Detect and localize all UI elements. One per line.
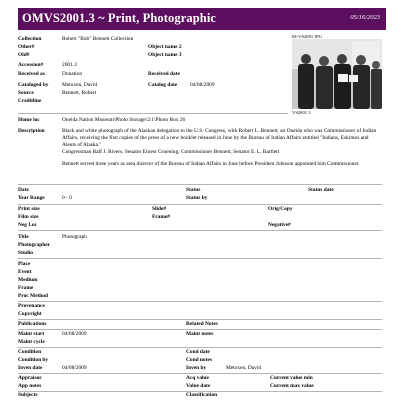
current-value-min-label: Current value min [270,375,313,381]
divider [18,301,382,302]
record-photograph[interactable] [292,39,382,109]
acq-value-label: Acq value [186,375,209,381]
inven-by-value: Metoxen, David [226,365,262,371]
app-notes-label: App notes [18,383,42,389]
proc-method-label: Proc Method [18,293,48,299]
copyright-label: Copyright [18,311,42,317]
catalog-date-label: Catalog date [148,82,178,88]
received-date-label: Received date [148,71,180,77]
orig-copy-label: Orig/Copy [268,206,293,212]
collection-value: Robert "Bob" Bennett Collection [62,36,134,42]
year-range-label: Year Range [18,195,45,201]
photographer-label: Photographer [18,242,51,248]
photograph-image [292,39,382,109]
maint-cycle-label: Maint cycle [18,339,45,345]
collection-label: Collection [18,36,42,42]
other-number-label: Other# [18,44,35,50]
medium-label: Medium [18,277,38,283]
frame-number-label: Frame# [152,214,170,220]
divider [18,204,382,205]
event-label: Event [18,269,32,275]
description-value [62,128,382,168]
subjects-label: Subjects [18,392,38,398]
date-label: Date [18,187,29,193]
accession-label: Accession# [18,62,44,68]
year-range-value: 0 - 0 [62,195,72,201]
title-value: Photograph [62,234,87,240]
source-value: Bennett, Robert [62,90,97,96]
home-loc-label: Home loc [18,117,40,123]
appraisor-label: Appraisor [18,375,42,381]
print-size-label: Print size [18,206,40,212]
cataloged-by-label: Cataloged by [18,82,49,88]
inven-date-value: 04/08/2009 [62,365,87,371]
inven-date-label: Inven date [18,365,43,371]
old-number-label: Old# [18,52,30,58]
description-paragraph: Bennett served three years as area director of the Bureau of Indian Affairs in June before President Johnson appointed him Commissioner. [62,161,360,167]
divider [18,113,288,114]
divider [18,347,382,348]
neg-loc-label: Neg Loc [18,222,38,228]
value-date-label: Value date [186,383,211,389]
photo-filename: 04-VS2001.JPG [292,34,322,39]
received-as-label: Received as [18,71,45,77]
cond-date-label: Cond date [186,349,210,355]
related-notes-label: Related Notes [186,321,218,327]
description-names: Congressman Ralf J. Rivers, Senator Ernest Gruening, Commissioner Bennett, Senator E. L. Bartlett [62,149,280,155]
object-name-3-label: Object name 3 [148,52,182,58]
condition-by-label: Condition by [18,357,49,363]
current-value-max-label: Current max value [270,383,314,389]
publications-label: Publications [18,321,47,327]
divider [18,319,382,320]
divider [18,258,382,259]
divider [18,230,382,231]
studio-label: Studio [18,250,33,256]
divider [18,329,382,330]
home-loc-value: Oneida Nation Museum\Photo Storage\2:1\Photo Box 26 [62,117,186,123]
title-bar [18,8,386,30]
film-size-label: Film size [18,214,39,220]
maint-notes-label: Maint notes [186,331,214,337]
divider [18,184,382,185]
place-label: Place [18,261,31,267]
cataloged-by-value: Metoxen, David [62,82,98,88]
maint-start-value: 04/08/2009 [62,331,87,337]
frame-label: Frame [18,285,34,291]
maint-start-label: Maint start [18,331,45,337]
divider [18,373,382,374]
record-title: OMVS2001.3 ~ Print, Photographic [22,11,217,25]
provenance-label: Provenance [18,303,45,309]
negative-number-label: Negative# [268,222,291,228]
accession-value: 2001.3 [62,62,77,68]
received-as-value: Donation [62,71,83,77]
description-label: Description [18,128,45,134]
status-by-label: Status by [186,195,208,201]
classification-label: Classification [186,392,218,398]
cond-notes-label: Cond notes [186,357,212,363]
photo-caption: VS2001.3 [292,110,311,115]
slide-number-label: Slide# [152,206,167,212]
status-label: Status [186,187,201,193]
inven-by-label: Inven by [186,365,207,371]
title-label: Title [18,234,29,240]
catalog-date-value: 04/08/2009 [190,82,215,88]
condition-label: Condition [18,349,42,355]
record-date: 05/16/2023 [350,14,380,21]
source-label: Source [18,90,34,96]
status-date-label: Status date [308,187,334,193]
description-paragraph: Black and white photograph of the Alaskan delegation to the U.S. Congress, with Robert L. Bennett, an Oneida who was Commissioner of Indian Affairs, receiving the first copies of the press of a new booklet released in June by the Bureau of Indian Affairs entitled "Indians, Eskimos and Aleuts of Alaska." [62,128,377,148]
object-name-2-label: Object name 2 [148,44,182,50]
creditline-label: Creditline [18,98,42,104]
